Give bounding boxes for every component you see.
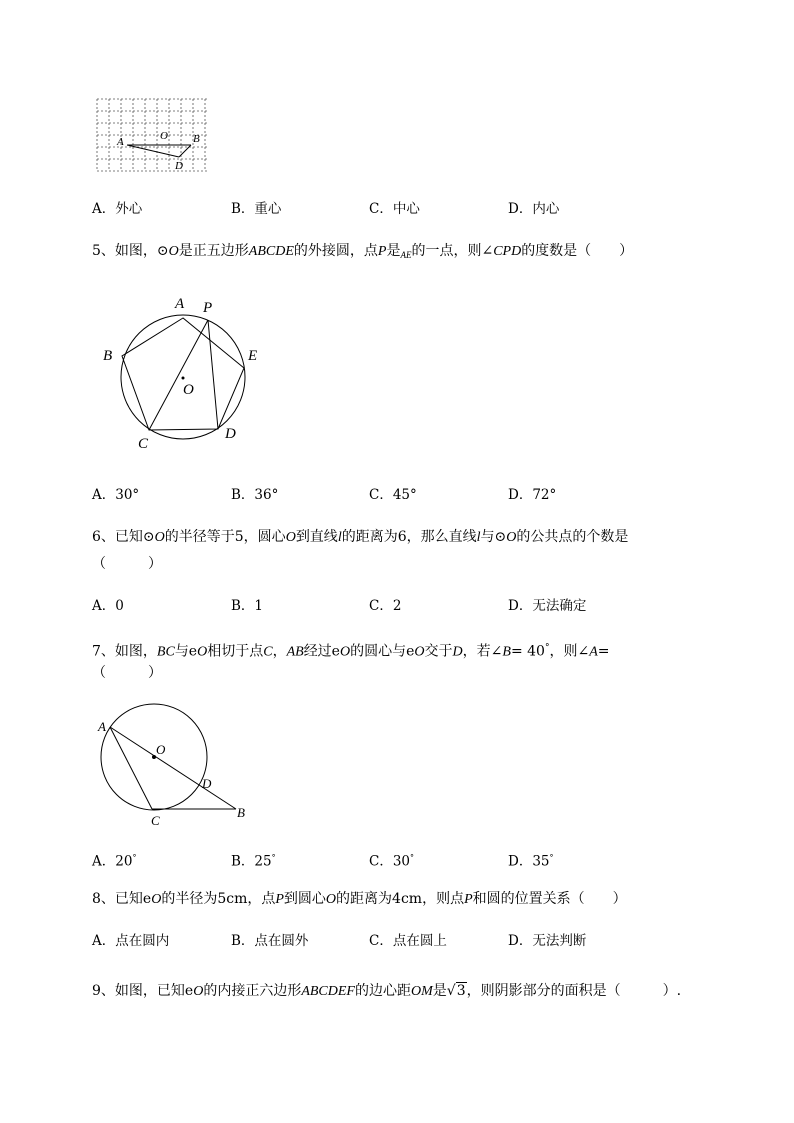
q5-pentagon-figure (96, 290, 266, 456)
q4-option-c[interactable]: C．中心 (369, 201, 420, 217)
q7-segment-AC (110, 727, 152, 809)
q7-option-c[interactable]: C．30° (369, 853, 415, 870)
q5-label-E: E (248, 348, 258, 364)
q8-option-c[interactable]: C．点在圆上 (369, 933, 447, 949)
q6-option-a[interactable]: A．0 (92, 598, 124, 614)
q5-option-c[interactable]: C．45° (369, 487, 417, 503)
q5-label-P: P (203, 300, 213, 316)
q4-label-D: D (175, 160, 183, 172)
q4-option-d[interactable]: D．内心 (508, 201, 560, 217)
q5-pentagon (122, 318, 244, 430)
q7-option-d[interactable]: D．35° (508, 853, 554, 870)
q6-option-d[interactable]: D．无法确定 (508, 598, 587, 614)
q4-label-A: A (117, 136, 124, 148)
q7-label-D: D (202, 776, 212, 791)
q8-option-b[interactable]: B．点在圆外 (231, 933, 309, 949)
q4-grid-figure (94, 96, 210, 176)
arc-AE: AE (400, 250, 412, 260)
q4-label-B: B (193, 133, 200, 145)
q5-option-d[interactable]: D．72° (508, 487, 557, 503)
q6-option-c[interactable]: C．2 (369, 598, 402, 614)
q5-label-A: A (175, 296, 185, 312)
q4-label-O: O (160, 130, 168, 142)
q8-option-a[interactable]: A．点在圆内 (92, 933, 170, 949)
q4-option-a[interactable]: A．外心 (92, 201, 143, 217)
q8-stem: 8、已知eO的半径为5cm，点P到圆心O的距离为4cm，则点P和圆的位置关系（ ） (92, 891, 627, 907)
q5-label-O: O (183, 382, 194, 398)
q7-label-A: A (98, 719, 106, 734)
q7-option-a[interactable]: A．20° (92, 853, 137, 870)
sqrt-3: √3 (446, 983, 466, 999)
q5-label-D: D (225, 426, 236, 442)
q7-stem: 7、如图，BC与eO相切于点C，AB经过eO的圆心与eO交于D，若∠B= 40°，则∠A= (92, 643, 610, 660)
q7-tangent-figure (94, 698, 254, 832)
q4-option-b[interactable]: B．重心 (231, 201, 282, 217)
q7-option-b[interactable]: B．25° (231, 853, 276, 870)
q6-option-b[interactable]: B．1 (231, 598, 264, 614)
q7-label-C: C (151, 813, 160, 828)
q8-option-d[interactable]: D．无法判断 (508, 933, 587, 949)
q7-label-B: B (237, 805, 245, 820)
q7-segment-AB (110, 727, 236, 809)
q5-option-b[interactable]: B．36° (231, 487, 279, 503)
q5-option-a[interactable]: A．30° (92, 487, 140, 503)
q6-answer-blank: （ ） (92, 556, 162, 572)
q5-label-C: C (138, 436, 149, 452)
q5-label-B: B (103, 348, 113, 364)
q5-center-dot (182, 377, 185, 380)
q5-segment-PD (208, 320, 218, 429)
q7-answer-blank: （ ） (92, 665, 162, 681)
q7-label-O: O (156, 742, 166, 757)
q5-stem: 5、如图，⊙O是正五边形ABCDE的外接圆，点P是$_{AE}$的一点，则∠CPD的度数是（ ） (92, 243, 634, 260)
q5-segment-PC (149, 320, 208, 430)
q6-stem: 6、已知⊙O的半径等于5，圆心O到直线l的距离为6，那么直线l与⊙O的公共点的个数是 (92, 529, 629, 545)
q9-stem: 9、如图，已知eO的内接正六边形ABCDEF的边心距OM是√3，则阴影部分的面积是（ ）. (92, 983, 682, 999)
